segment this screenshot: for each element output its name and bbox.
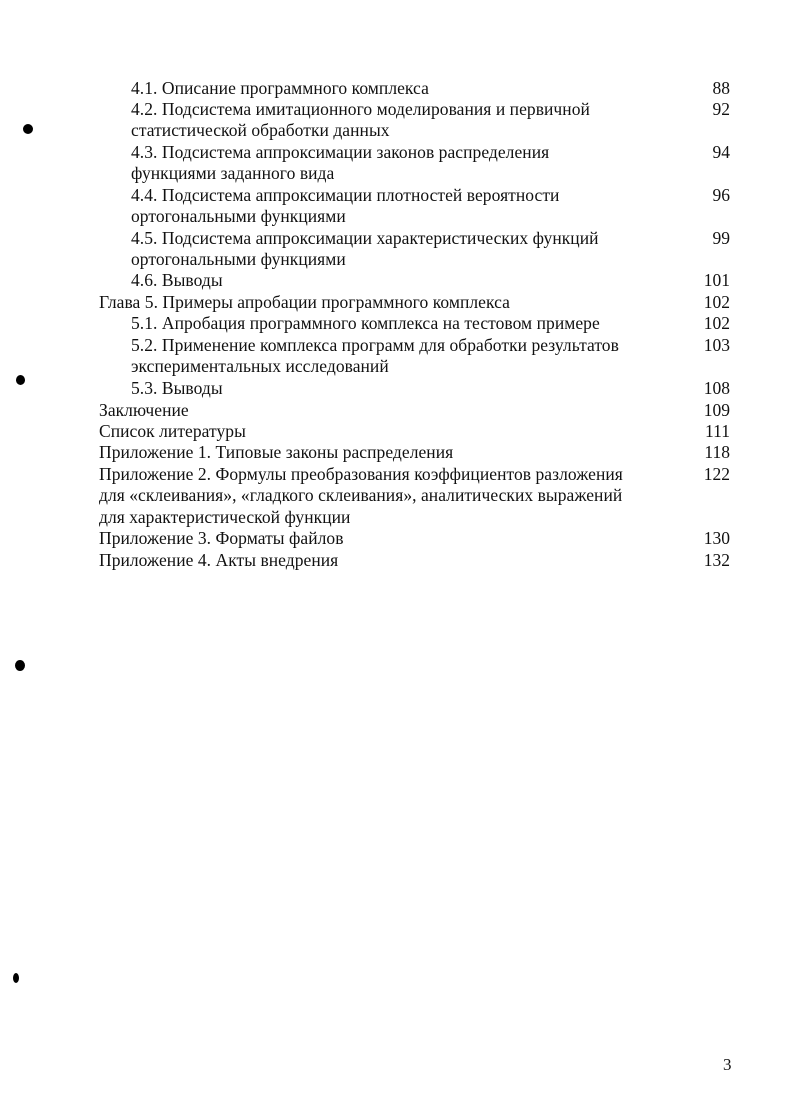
toc-appendix-title: Приложение 3. Форматы файлов [99,528,344,548]
toc-entry-page: 96 [712,185,730,205]
toc-entry-title-continued: ортогональными функциями [131,206,346,226]
page-number: 3 [723,1055,732,1074]
toc-entry-page: 132 [703,550,730,570]
toc-entry-page: 122 [703,464,730,484]
punch-hole-mark [16,375,25,385]
toc-entry-page: 99 [712,228,730,248]
punch-hole-mark [13,973,19,983]
toc-entry-page: 111 [705,421,730,441]
toc-chapter-title: Глава 5. Примеры апробации программного комплекса [99,292,510,312]
toc-appendix-title: Приложение 1. Типовые законы распределения [99,442,454,462]
toc-entry-title: 4.4. Подсистема аппроксимации плотностей вероятности [131,185,560,205]
toc-entry-title: 4.2. Подсистема имитационного моделирования и первичной [131,99,590,119]
toc-entry-title: 4.5. Подсистема аппроксимации характеристических функций [131,228,599,248]
toc-entry-page: 109 [703,400,730,420]
toc-entry-page: 108 [703,378,730,398]
toc-appendix-title-continued: для характеристической функции [99,507,351,527]
toc-entry-title-continued: ортогональными функциями [131,249,346,269]
toc-entry-title-continued: экспериментальных исследований [131,356,389,376]
toc-entry-page: 102 [703,292,730,312]
toc-entry-page: 118 [704,442,730,462]
toc-entry-title: 4.1. Описание программного комплекса [131,78,429,98]
toc-entry-page: 88 [712,78,730,98]
punch-hole-mark [23,124,33,134]
toc-entry-page: 103 [703,335,730,355]
toc-section-title: Заключение [99,400,189,420]
toc-entry-title-continued: статистической обработки данных [131,120,390,140]
toc-entry-page: 130 [703,528,730,548]
toc-entry-title: 5.3. Выводы [131,378,223,398]
punch-hole-mark [15,660,25,671]
toc-entry-title: 4.6. Выводы [131,270,223,290]
toc-entry-title: 4.3. Подсистема аппроксимации законов распределения [131,142,550,162]
toc-entry-title: 5.1. Апробация программного комплекса на тестовом примере [131,313,600,333]
toc-entry-title-continued: функциями заданного вида [131,163,335,183]
toc-appendix-title: Приложение 2. Формулы преобразования коэффициентов разложения [99,464,623,484]
toc-appendix-title: Приложение 4. Акты внедрения [99,550,339,570]
toc-entry-title: 5.2. Применение комплекса программ для обработки результатов [131,335,619,355]
toc-entry-page: 102 [703,313,730,333]
toc-entry-page: 94 [712,142,730,162]
toc-entry-page: 101 [703,270,730,290]
toc-appendix-title-continued: для «склеивания», «гладкого склеивания», аналитических выражений [99,485,623,505]
toc-entry-page: 92 [712,99,730,119]
toc-section-title: Список литературы [99,421,246,441]
